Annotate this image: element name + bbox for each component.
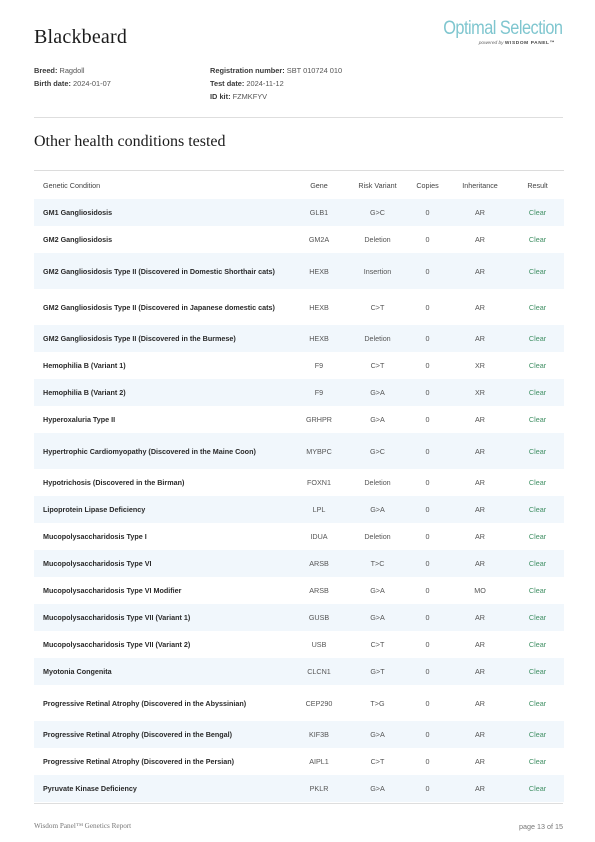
- table-row: [34, 523, 564, 550]
- cell-gene: PKLR: [309, 784, 329, 793]
- cell-gene: ARSB: [309, 559, 329, 568]
- cell-result: Clear: [528, 586, 547, 595]
- table-row: [34, 199, 564, 226]
- cell-result: Clear: [528, 266, 547, 276]
- cell-inheritance: AR: [475, 505, 485, 514]
- section-title: Other health conditions tested: [34, 133, 226, 150]
- birth-date-value: 2024-01-07: [73, 79, 111, 88]
- header-gene: Gene: [310, 180, 328, 190]
- cell-result: Clear: [528, 208, 547, 217]
- cell-inheritance: AR: [475, 730, 485, 739]
- registration-line: [210, 64, 342, 77]
- cell-inheritance: AR: [475, 559, 485, 568]
- logo-subtitle: [425, 41, 555, 46]
- table-row: [34, 550, 564, 577]
- cell-gene: KIF3B: [309, 730, 329, 739]
- logo-brand: WISDOM PANEL™: [504, 41, 555, 46]
- kit-id-label: ID kit:: [210, 92, 231, 101]
- cell-inheritance: AR: [475, 415, 485, 424]
- cell-condition: Mucopolysaccharidosis Type VI: [43, 559, 152, 568]
- cell-result: Clear: [528, 757, 547, 766]
- cell-gene: HEXB: [309, 266, 329, 276]
- cell-gene: HEXB: [309, 302, 329, 312]
- cell-risk-variant: T>C: [370, 559, 385, 568]
- cell-condition: Mucopolysaccharidosis Type I: [43, 532, 147, 541]
- cell-inheritance: AR: [475, 640, 485, 649]
- cell-inheritance: AR: [475, 446, 485, 456]
- cell-risk-variant: Deletion: [364, 235, 391, 244]
- footer-divider: [34, 803, 563, 804]
- cell-copies: 0: [425, 478, 430, 487]
- cell-gene: MYBPC: [306, 446, 332, 456]
- header-result: Result: [527, 180, 548, 190]
- table-row: [34, 253, 564, 289]
- cell-inheritance: AR: [475, 757, 485, 766]
- cell-condition: GM2 Gangliosidosis Type II (Discovered in Japanese domestic cats): [43, 302, 275, 312]
- cell-gene: GM2A: [308, 235, 330, 244]
- cell-copies: 0: [425, 559, 430, 568]
- cell-result: Clear: [528, 784, 547, 793]
- cell-result: Clear: [528, 446, 547, 456]
- cell-result: Clear: [528, 334, 547, 343]
- cell-result: Clear: [528, 730, 547, 739]
- cell-result: Clear: [528, 235, 547, 244]
- cell-condition: GM2 Gangliosidosis Type II (Discovered in the Burmese): [43, 334, 236, 343]
- cell-copies: 0: [425, 266, 430, 276]
- cell-gene: CLCN1: [307, 667, 331, 676]
- cell-risk-variant: G>T: [370, 667, 385, 676]
- cell-copies: 0: [425, 388, 430, 397]
- cell-copies: 0: [425, 613, 430, 622]
- cell-risk-variant: Deletion: [364, 532, 391, 541]
- cell-result: Clear: [528, 388, 547, 397]
- table-row: [34, 631, 564, 658]
- birth-date-label: Birth date:: [34, 79, 71, 88]
- cell-risk-variant: Deletion: [364, 478, 391, 487]
- cell-result: Clear: [528, 415, 547, 424]
- cell-condition: Myotonia Congenita: [43, 667, 112, 676]
- cell-risk-variant: G>A: [370, 613, 385, 622]
- cell-copies: 0: [425, 640, 430, 649]
- cell-gene: LPL: [312, 505, 326, 514]
- cell-copies: 0: [425, 235, 430, 244]
- table-row: [34, 604, 564, 631]
- cell-gene: F9: [314, 388, 324, 397]
- cell-copies: 0: [425, 415, 430, 424]
- table-row: [34, 775, 564, 802]
- cell-gene: ARSB: [309, 586, 329, 595]
- cell-gene: AIPL1: [309, 757, 329, 766]
- cell-inheritance: AR: [475, 532, 485, 541]
- cell-risk-variant: G>C: [370, 446, 385, 456]
- cell-inheritance: AR: [475, 208, 485, 217]
- breed-line: [34, 64, 111, 77]
- cell-risk-variant: C>T: [370, 302, 385, 312]
- table-row: [34, 352, 564, 379]
- table-row: [34, 406, 564, 433]
- pet-name: Blackbeard: [34, 26, 128, 48]
- cell-copies: 0: [425, 784, 430, 793]
- table-row: [34, 289, 564, 325]
- test-date-label: Test date:: [210, 79, 245, 88]
- cell-condition: Hypertrophic Cardiomyopathy (Discovered in the Maine Coon): [43, 446, 256, 456]
- cell-risk-variant: T>G: [370, 698, 385, 708]
- header-risk-variant: Risk Variant: [358, 180, 397, 190]
- conditions-table: [34, 170, 564, 802]
- cell-inheritance: AR: [475, 698, 485, 708]
- cell-gene: F9: [314, 361, 324, 370]
- cell-result: Clear: [528, 361, 547, 370]
- cell-condition: Hemophilia B (Variant 2): [43, 388, 126, 397]
- table-row: [34, 721, 564, 748]
- cell-inheritance: AR: [475, 334, 485, 343]
- cell-copies: 0: [425, 334, 430, 343]
- cell-inheritance: XR: [475, 388, 485, 397]
- header-divider: [34, 117, 563, 118]
- logo-powered-by: powered by: [478, 41, 504, 46]
- registration-label: Registration number:: [210, 66, 285, 75]
- table-row: [34, 379, 564, 406]
- cell-condition: Mucopolysaccharidosis Type VII (Variant 1): [43, 613, 191, 622]
- cell-copies: 0: [425, 667, 430, 676]
- table-row: [34, 748, 564, 775]
- cell-condition: Hyperoxaluria Type II: [43, 415, 116, 424]
- cell-copies: 0: [425, 532, 430, 541]
- cell-gene: USB: [311, 640, 327, 649]
- cell-copies: 0: [425, 730, 430, 739]
- table-row: [34, 226, 564, 253]
- cell-gene: HEXB: [309, 334, 329, 343]
- pet-details: [34, 64, 111, 90]
- cell-condition: GM2 Gangliosidosis: [43, 235, 113, 244]
- cell-copies: 0: [425, 757, 430, 766]
- registration-value: SBT 010724 010: [286, 66, 343, 75]
- cell-condition: Mucopolysaccharidosis Type VII (Variant 2): [43, 640, 191, 649]
- cell-gene: GLB1: [309, 208, 329, 217]
- breed-value: Ragdoll: [59, 66, 85, 75]
- cell-inheritance: AR: [475, 235, 485, 244]
- cell-risk-variant: G>A: [370, 415, 385, 424]
- cell-condition: Lipoprotein Lipase Deficiency: [43, 505, 146, 514]
- test-date-line: [210, 77, 342, 90]
- cell-inheritance: AR: [475, 613, 485, 622]
- header-copies: Copies: [416, 180, 439, 190]
- cell-gene: IDUA: [310, 532, 328, 541]
- cell-result: Clear: [528, 532, 547, 541]
- header-inheritance: Inheritance: [462, 180, 498, 190]
- cell-inheritance: MO: [474, 586, 486, 595]
- cell-risk-variant: G>C: [370, 208, 385, 217]
- cell-risk-variant: G>A: [370, 388, 385, 397]
- cell-risk-variant: Deletion: [364, 334, 391, 343]
- cell-inheritance: AR: [475, 302, 485, 312]
- cell-risk-variant: C>T: [370, 361, 385, 370]
- cell-copies: 0: [425, 302, 430, 312]
- cell-risk-variant: G>A: [370, 505, 385, 514]
- table-body: [34, 199, 564, 802]
- cell-copies: 0: [425, 446, 430, 456]
- table-row: [34, 496, 564, 523]
- table-row: [34, 325, 564, 352]
- cell-risk-variant: G>A: [370, 784, 385, 793]
- cell-risk-variant: G>A: [370, 730, 385, 739]
- logo-title: Optimal Selection: [443, 18, 563, 39]
- table-row: [34, 685, 564, 721]
- header-condition: Genetic Condition: [43, 180, 101, 190]
- cell-result: Clear: [528, 613, 547, 622]
- cell-condition: Progressive Retinal Atrophy (Discovered in the Abyssinian): [43, 698, 247, 708]
- cell-gene: GUSB: [308, 613, 330, 622]
- cell-condition: Mucopolysaccharidosis Type VI Modifier: [43, 586, 182, 595]
- birth-date-line: [34, 77, 111, 90]
- cell-result: Clear: [528, 302, 547, 312]
- cell-copies: 0: [425, 586, 430, 595]
- cell-risk-variant: Insertion: [363, 266, 392, 276]
- table-row: [34, 433, 564, 469]
- cell-result: Clear: [528, 478, 547, 487]
- cell-copies: 0: [425, 698, 430, 708]
- table-row: [34, 469, 564, 496]
- optimal-selection-logo: [425, 18, 563, 46]
- cell-inheritance: XR: [475, 361, 485, 370]
- cell-condition: Progressive Retinal Atrophy (Discovered in the Persian): [43, 757, 235, 766]
- cell-condition: GM2 Gangliosidosis Type II (Discovered in Domestic Shorthair cats): [43, 266, 275, 276]
- test-date-value: 2024-11-12: [246, 79, 284, 88]
- cell-copies: 0: [425, 208, 430, 217]
- cell-condition: Progressive Retinal Atrophy (Discovered in the Bengal): [43, 730, 233, 739]
- cell-result: Clear: [528, 559, 547, 568]
- breed-label: Breed:: [34, 66, 58, 75]
- cell-risk-variant: C>T: [370, 757, 385, 766]
- cell-risk-variant: G>A: [370, 586, 385, 595]
- report-name: Wisdom Panel™ Genetics Report: [34, 822, 132, 830]
- kit-id-value: FZMKFYV: [232, 92, 268, 101]
- page-number: page 13 of 15: [519, 822, 563, 831]
- cell-gene: CEP290: [305, 698, 333, 708]
- cell-condition: Hemophilia B (Variant 1): [43, 361, 126, 370]
- cell-inheritance: AR: [475, 266, 485, 276]
- cell-result: Clear: [528, 667, 547, 676]
- cell-gene: FOXN1: [307, 478, 331, 487]
- test-details: [210, 64, 342, 103]
- table-header: [34, 171, 564, 199]
- kit-id-line: [210, 90, 342, 103]
- cell-condition: GM1 Gangliosidosis: [43, 208, 113, 217]
- cell-inheritance: AR: [475, 784, 485, 793]
- cell-condition: Pyruvate Kinase Deficiency: [43, 784, 137, 793]
- table-row: [34, 577, 564, 604]
- cell-inheritance: AR: [475, 667, 485, 676]
- cell-inheritance: AR: [475, 478, 485, 487]
- table-row: [34, 658, 564, 685]
- cell-copies: 0: [425, 361, 430, 370]
- cell-risk-variant: C>T: [370, 640, 385, 649]
- cell-result: Clear: [528, 698, 547, 708]
- cell-condition: Hypotrichosis (Discovered in the Birman): [43, 478, 185, 487]
- cell-copies: 0: [425, 505, 430, 514]
- cell-result: Clear: [528, 505, 547, 514]
- cell-gene: GRHPR: [306, 415, 332, 424]
- cell-result: Clear: [528, 640, 547, 649]
